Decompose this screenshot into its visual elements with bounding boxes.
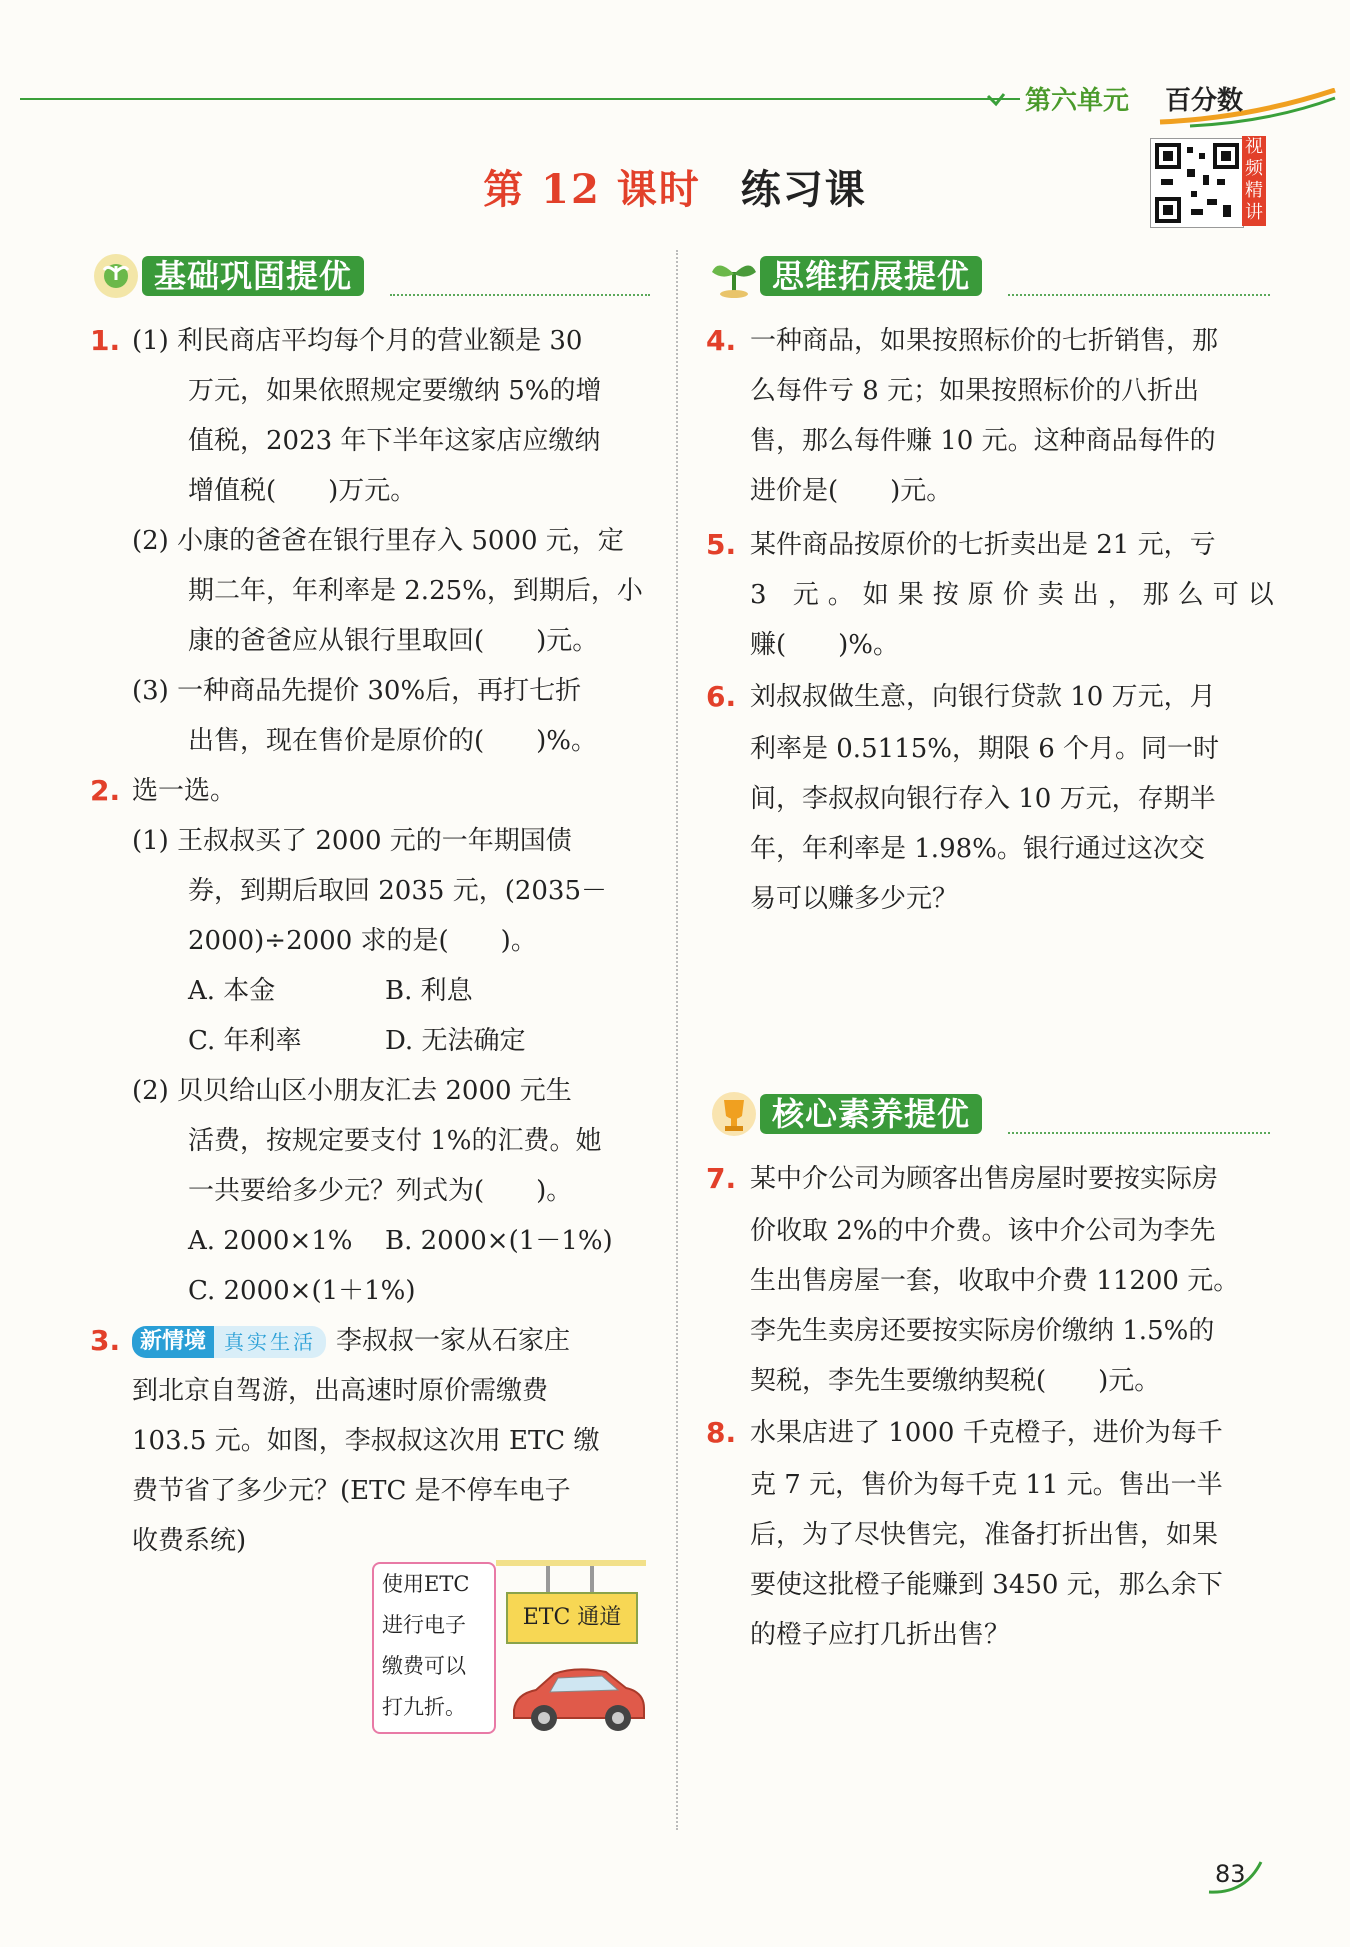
q1-line: (2) 小康的爸爸在银行里存入 5000 元，定 — [132, 526, 624, 556]
option-a: A. 2000×1% — [188, 1226, 353, 1256]
section-title: 核心素养提优 — [760, 1094, 982, 1134]
q2-line: 券，到期后取回 2035 元，(2035－ — [188, 876, 608, 906]
section-core — [708, 1088, 1270, 1138]
q4-line: 么每件亏 8 元；如果按照标价的八折出 — [750, 376, 1200, 406]
q2-line: 2000)÷2000 求的是( )。 — [188, 926, 537, 956]
option-c: C. 2000×(1＋1%) — [188, 1276, 416, 1306]
page-title — [0, 158, 1350, 215]
question-number: 2. — [90, 774, 121, 807]
q8-line: 克 7 元，售价为每千克 11 元。售出一半 — [750, 1470, 1223, 1500]
section-extend — [708, 250, 1270, 300]
q7-line: 契税，李先生要缴纳契税( )元。 — [750, 1366, 1161, 1396]
q2-line: 一共要给多少元？列式为( )。 — [188, 1176, 573, 1206]
bubble-line: 打九折。 — [382, 1695, 466, 1719]
q6-line: 间，李叔叔向银行存入 10 万元，存期半 — [750, 784, 1216, 814]
question-number: 5. — [706, 528, 737, 561]
option-c: C. 年利率 — [188, 1026, 302, 1056]
bubble-line: 进行电子 — [382, 1613, 466, 1637]
lesson-name: 练习课 — [740, 166, 867, 213]
question-number: 7. — [706, 1162, 737, 1195]
q3-line: 收费系统) — [132, 1526, 247, 1556]
trophy-icon — [708, 1088, 760, 1140]
real-life-tag: 真实生活 — [214, 1326, 326, 1358]
q2-line: 活费，按规定要支付 1%的汇费。她 — [188, 1126, 602, 1156]
q1-line: 万元，如果依照规定要缴纳 5%的增 — [188, 376, 602, 406]
option-b: B. 2000×(1－1%) — [385, 1226, 613, 1256]
q8-line: 要使这批橙子能赚到 3450 元，那么余下 — [750, 1570, 1223, 1600]
leaf-icon — [708, 250, 760, 302]
bubble-line: 缴费可以 — [382, 1654, 466, 1678]
sprout-icon — [90, 250, 142, 302]
option-d: D. 无法确定 — [385, 1026, 526, 1056]
q8-line: 水果店进了 1000 千克橙子，进价为每千 — [750, 1418, 1223, 1448]
q3-line: 李叔叔一家从石家庄 — [336, 1326, 571, 1356]
q7-line: 李先生卖房还要按实际房价缴纳 1.5%的 — [750, 1316, 1215, 1346]
q7-line: 某中介公司为顾客出售房屋时要按实际房 — [750, 1164, 1219, 1194]
q7-line: 价收取 2%的中介费。该中介公司为李先 — [750, 1216, 1216, 1246]
question-number: 3. — [90, 1324, 121, 1357]
section-basic — [90, 250, 650, 300]
q8-line: 后，为了尽快售完，准备打折出售，如果 — [750, 1520, 1219, 1550]
q5-line: 某件商品按原价的七折卖出是 21 元，亏 — [750, 530, 1216, 560]
etc-sign: ETC 通道 — [506, 1592, 638, 1644]
q1-line: 值税，2023 年下半年这家店应缴纳 — [188, 426, 601, 456]
new-context-tag: 新情境 — [132, 1326, 214, 1358]
video-tag: 视频精讲 — [1242, 136, 1266, 226]
q3-line: 费节省了多少元？(ETC 是不停车电子 — [132, 1476, 571, 1506]
question-number: 1. — [90, 324, 121, 357]
q3-first-line — [132, 1316, 570, 1366]
q2-line: 选一选。 — [132, 776, 237, 806]
q3-line: 103.5 元。如图，李叔叔这次用 ETC 缴 — [132, 1426, 600, 1456]
q5-line: 赚( )%。 — [750, 630, 899, 660]
lesson-number: 第 12 课时 — [483, 166, 701, 213]
topic-label: 百分数 — [1165, 86, 1244, 116]
sign-post — [590, 1566, 594, 1594]
question-number: 6. — [706, 680, 737, 713]
q6-line: 刘叔叔做生意，向银行贷款 10 万元，月 — [750, 682, 1216, 712]
option-b: B. 利息 — [385, 976, 473, 1006]
option-a: A. 本金 — [188, 976, 276, 1006]
q4-line: 进价是( )元。 — [750, 476, 953, 506]
unit-label: 第六单元 — [1025, 86, 1130, 116]
q2-line: (1) 王叔叔买了 2000 元的一年期国债 — [132, 826, 572, 856]
section-title: 思维拓展提优 — [760, 256, 982, 296]
q1-line: (3) 一种商品先提价 30%后，再打七折 — [132, 676, 582, 706]
header-rule — [20, 98, 1020, 100]
page-number: 83 — [1215, 1860, 1246, 1888]
question-number: 8. — [706, 1416, 737, 1449]
toll-gantry — [496, 1560, 646, 1566]
sign-post — [546, 1566, 550, 1594]
chevron-icon — [985, 88, 1007, 110]
q1-line: 康的爸爸应从银行里取回( )元。 — [188, 626, 599, 656]
q1-line: 期二年，年利率是 2.25%，到期后，小 — [188, 576, 643, 606]
question-number: 4. — [706, 324, 737, 357]
section-title: 基础巩固提优 — [142, 256, 364, 296]
q6-line: 年，年利率是 1.98%。银行通过这次交 — [750, 834, 1205, 864]
q1-line: 增值税( )万元。 — [188, 476, 417, 506]
qr-code-icon[interactable] — [1150, 138, 1244, 228]
q6-line: 利率是 0.5115%，期限 6 个月。同一时 — [750, 734, 1220, 764]
q1-line: 出售，现在售价是原价的( )%。 — [188, 726, 597, 756]
bubble-line: 使用ETC — [382, 1572, 470, 1596]
q8-line: 的橙子应打几折出售？ — [750, 1620, 1011, 1650]
q7-line: 生出售房屋一套，收取中介费 11200 元。 — [750, 1266, 1240, 1296]
q4-line: 一种商品，如果按照标价的七折销售，那 — [750, 326, 1219, 356]
speech-bubble — [372, 1562, 496, 1734]
q2-line: (2) 贝贝给山区小朋友汇去 2000 元生 — [132, 1076, 572, 1106]
q6-line: 易可以赚多少元？ — [750, 884, 959, 914]
q4-line: 售，那么每件赚 10 元。这种商品每件的 — [750, 426, 1216, 456]
column-divider — [676, 250, 678, 1830]
q1-line: (1) 利民商店平均每个月的营业额是 30 — [132, 326, 583, 356]
q5-line: 3 元。如果按原价卖出，那么可以 — [750, 580, 1283, 610]
q3-line: 到北京自驾游，出高速时原价需缴费 — [132, 1376, 549, 1406]
car-icon — [506, 1650, 650, 1740]
